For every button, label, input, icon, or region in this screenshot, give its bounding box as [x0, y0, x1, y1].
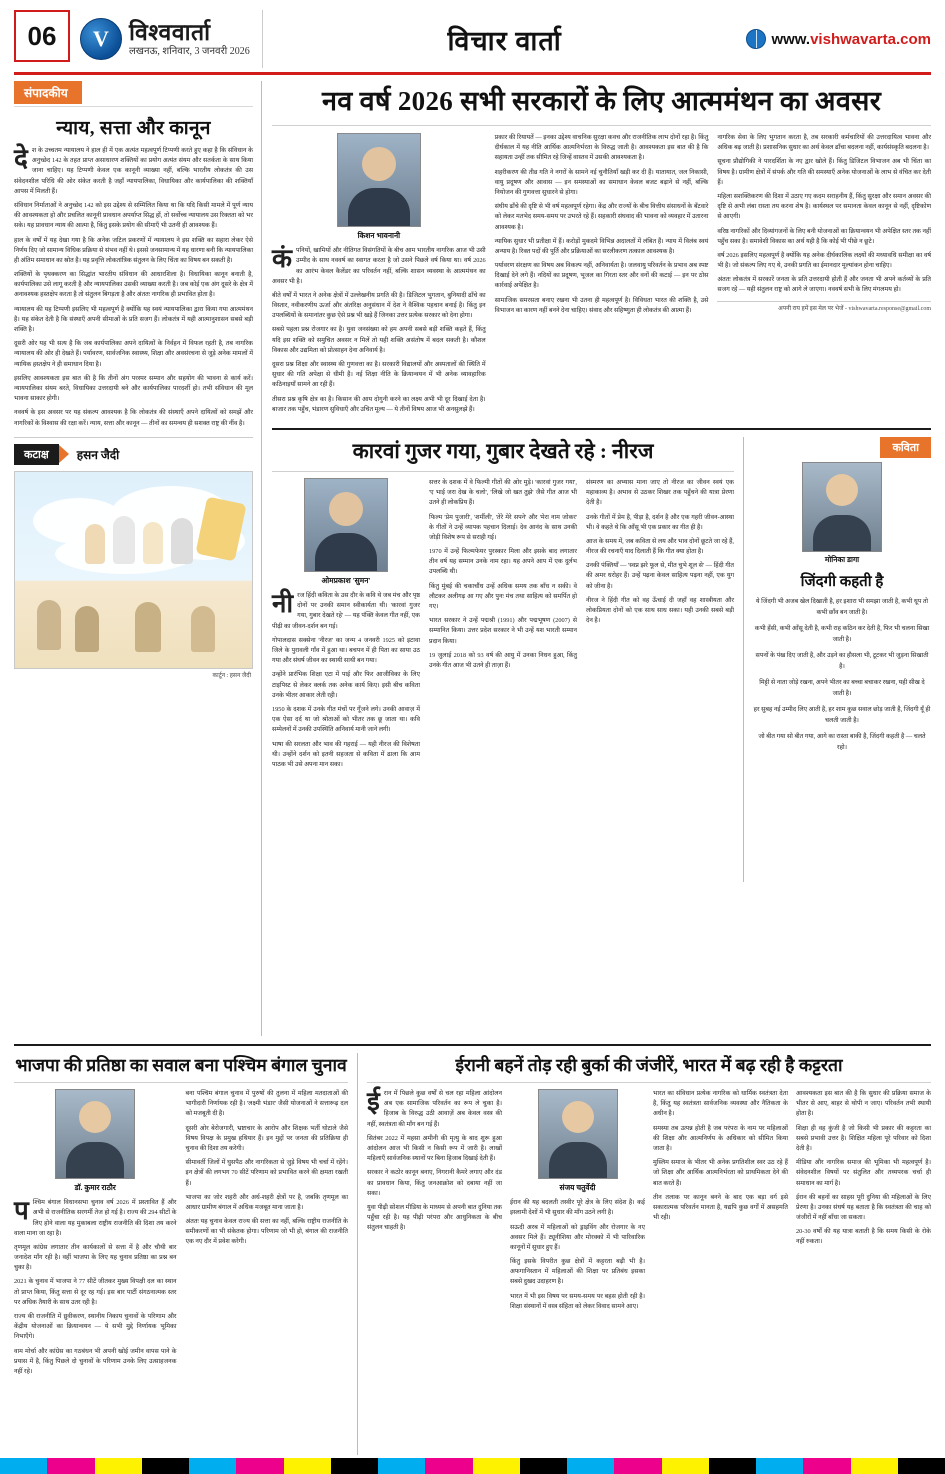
author-photo [55, 1089, 135, 1179]
color-swatch [803, 1458, 850, 1474]
poetry-label: कविता [880, 437, 931, 458]
bengal-para: 2021 के चुनाव में भाजपा ने 77 सीटें जीतकर मुख्य विपक्षी दल का स्थान तो प्राप्त किया, किंतु सत्ता से दूर रह गई। इस बार पार्टी संगठनात्मक स्तर पर अधिक तैयारी के साथ उतर रही है। [14, 1278, 177, 1306]
color-swatch [614, 1458, 661, 1474]
lead-article [272, 133, 931, 419]
lead-para: सबसे पहला प्रश्न रोजगार का है। युवा जनसंख्या को हम अपनी सबसे बड़ी शक्ति कहते हैं, किंतु यदि इस शक्ति को समुचित अवसर न मिलें तो यही शक्ति असंतोष में बदल सकती है। कौशल विकास और उद्यमिता को प्रोत्साहन देना अनिवार्य है। [272, 326, 486, 354]
iran-col-3 [653, 1089, 788, 1316]
url-domain: vishwavarta.com [810, 30, 931, 48]
neeraj-headline: कारवां गुजर गया, गुबार देखते रहे : नीरज [272, 437, 734, 472]
feedback-mail[interactable]: अपनी राय हमें इस मेल पर भेजें - vishwavarta.response@gmail.com [717, 301, 931, 315]
author-photo [538, 1089, 618, 1179]
bengal-article [14, 1053, 358, 1455]
logo-mark-icon: V [80, 18, 122, 60]
iran-para: तीन तलाक पर कानून बनने के बाद एक बड़ा वर्ग इसे सकारात्मक परिवर्तन मानता है, यद्यपि कुछ वर्गों में असहमति भी रही। [653, 1193, 788, 1222]
iran-para: ईरान में पिछले कुछ वर्षों से चल रहा महिला आंदोलन अब एक सामाजिक परिवर्तन का रूप ले चुका है। हिजाब के विरुद्ध उठी आवाज़ें अब केवल वस्त्र की नहीं, स्वतंत्रता की माँग बन गई हैं। [367, 1087, 502, 1128]
iran-para: आवश्यकता इस बात की है कि सुधार की प्रक्रिया समाज के भीतर से आए, बाहर से थोपी न जाए। परिवर्तन तभी स्थायी होता है। [796, 1090, 931, 1118]
color-swatch [331, 1458, 378, 1474]
cartoonist-name: हसन जैदी [76, 447, 120, 462]
color-swatch [236, 1458, 283, 1474]
poem-body [753, 596, 931, 753]
editorial-column [14, 81, 262, 1036]
color-swatch [378, 1458, 425, 1474]
neeraj-para: आज के समय में, जब कविता से लय और भाव दोनों छूटते जा रहे हैं, नीरज की रचनाएँ याद दिलाती हैं कि गीत क्या होता है। [586, 537, 734, 556]
neeraj-col-2 [429, 478, 577, 774]
neeraj-para: भारत सरकार ने उन्हें पद्मश्री (1991) और पद्मभूषण (2007) से सम्मानित किया। उत्तर प्रदेश सरकार ने भी उन्हें यश भारती सम्मान प्रदान किया। [429, 617, 577, 645]
color-swatch [851, 1458, 898, 1474]
iran-col-4 [796, 1089, 931, 1316]
color-swatch [898, 1458, 945, 1474]
lead-col-2 [495, 133, 709, 419]
poet-photo [802, 462, 882, 552]
iran-article [358, 1053, 931, 1455]
lead-para: बीते वर्षों में भारत ने अनेक क्षेत्रों में उल्लेखनीय प्रगति की है। डिजिटल भुगतान, बुनियादी ढाँचे का विस्तार, नवीकरणीय ऊर्जा और अंतरिक्ष अनुसंधान में देश ने वैश्विक पहचान बनाई है। किंतु इन उपलब्धियों के समानांतर कुछ ऐसे प्रश्न भी खड़े हैं जिनका उत्तर प्रत्येक सरकार को देना होगा। [272, 291, 486, 320]
url-prefix: www. [771, 30, 811, 48]
iran-para: भारत में भी इस विषय पर समय-समय पर बहस होती रही है। शिक्षा संस्थानों में वस्त्र संहिता को लेकर विवाद सामने आए। [510, 1292, 645, 1310]
iran-para: भारत का संविधान प्रत्येक नागरिक को धार्मिक स्वतंत्रता देता है, किंतु यह स्वतंत्रता सार्वजनिक व्यवस्था और नैतिकता के अधीन है। [653, 1090, 788, 1118]
iran-para: सऊदी अरब में महिलाओं को ड्राइविंग और रोजगार के नए अवसर मिले हैं। ट्यूनीशिया और मोरक्को में भी पारिवारिक कानूनों में सुधार हुए हैं। [510, 1223, 645, 1251]
color-swatch [709, 1458, 756, 1474]
bengal-para: तृणमूल कांग्रेस लगातार तीन कार्यकालों से सत्ता में है और चौथी बार जनादेश माँग रही है। वहीं भाजपा के लिए यह चुनाव प्रतिष्ठा का प्रश्न बन चुका है। [14, 1243, 177, 1272]
neeraj-para: संस्मरण का अभ्यास माना जाए तो नीरज का जीवन स्वयं एक महाकाव्य है। अभाव से उठकर शिखर तक पहुँचने की यात्रा प्रेरणा देती है। [586, 478, 734, 507]
neeraj-para: फिल्म 'प्रेम पुजारी', 'शर्मीली', 'तेरे मेरे सपने' और 'मेरा नाम जोकर' के गीतों ने उन्हें व्यापक पहचान दिलाई। देव आनंद के साथ उनकी जोड़ी विशेष रूप से सराही गई। [429, 513, 577, 541]
lead-para: वर्ष 2026 इसलिए महत्वपूर्ण है क्योंकि यह अनेक दीर्घकालिक लक्ष्यों की मध्यावधि समीक्षा का वर्ष भी है। जो संकल्प लिए गए थे, उनकी प्रगति का ईमानदार मूल्यांकन होना चाहिए। [717, 251, 932, 270]
poem-stanza: ये जिंदगी भी अजब खेल दिखाती है, हर इशारा भी समझा जाती है, कभी धूप तो कभी छाँव बन जाती है। [755, 597, 929, 616]
author-block [300, 478, 392, 587]
editorial-para: संविधान निर्माताओं ने अनुच्छेद 142 को इस उद्देश्य से सम्मिलित किया था कि यदि किसी मामले में पूर्ण न्याय की आवश्यकता हो और प्रचलित कानूनी प्रावधान अपर्याप्त सिद्ध हों, तो सर्वोच्च न्यायालय उस रिक्तता को भर सके। यह प्रावधान न्याय की आत्मा है, किंतु इसके प्रयोग की सीमाएँ भी उतनी ही आवश्यक हैं। [14, 201, 253, 230]
iran-para: मुस्लिम समाज के भीतर भी अनेक प्रगतिशील स्वर उठ रहे हैं जो शिक्षा और आर्थिक आत्मनिर्भरता को प्राथमिकता देने की बात करते हैं। [653, 1159, 788, 1187]
iran-col-1 [367, 1089, 502, 1316]
lead-headline: नव वर्ष 2026 सभी सरकारों के लिए आत्ममंथन का अवसर [272, 81, 931, 126]
arrow-icon [59, 445, 69, 463]
color-swatch [662, 1458, 709, 1474]
cartoon-header [14, 437, 253, 465]
neeraj-para: सत्तर के दशक में वे फिल्मी गीतों की ओर मुड़े। 'कारवां गुजर गया', 'ए भाई जरा देख के चलो', 'लिखे जो खत तुझे' जैसे गीत आज भी उतने ही लोकप्रिय हैं। [429, 478, 577, 507]
author-photo [304, 478, 388, 572]
author-block [333, 133, 425, 242]
iran-para: युवा पीढ़ी सोशल मीडिया के माध्यम से अपनी बात दुनिया तक पहुँचा रही है। यह पीढ़ी परंपरा और आधुनिकता के बीच संतुलन चाहती है। [367, 1203, 502, 1232]
edition-line: लखनऊ, शनिवार, 3 जनवरी 2026 [129, 46, 250, 57]
neeraj-col-1 [272, 478, 420, 774]
color-swatch [0, 1458, 47, 1474]
color-swatch [47, 1458, 94, 1474]
bengal-para: पश्चिम बंगाल विधानसभा चुनाव वर्ष 2026 में प्रस्तावित हैं और अभी से राजनीतिक सरगर्मी तेज हो गई है। राज्य की 294 सीटों के लिए होने वाला यह मुकाबला राष्ट्रीय राजनीति की दिशा तय करने वाला माना जा रहा है। [14, 1196, 177, 1237]
masthead [14, 10, 931, 75]
author-block [49, 1089, 141, 1194]
section-title: विचार वार्ता [447, 25, 562, 56]
neeraj-para: भाषा की सरलता और भाव की गहराई — यही नीरज की विशेषता थी। उन्होंने दर्शन को इतनी सहजता से कविता में ढाला कि आम पाठक भी उसे अपना मान सका। [272, 740, 420, 768]
author-name: डॉ. कुमार राठौर [74, 1183, 116, 1192]
poem-stanza: जो बीत गया सो बीत गया, आगे का रास्ता बाकी है, जिंदगी कहती है — चलते रहो। [758, 733, 926, 752]
website-link[interactable] [746, 10, 931, 68]
iran-para: ईरान की यह बदलती तस्वीर पूरे क्षेत्र के लिए संदेश है। कई इस्लामी देशों में भी सुधार की माँग उठने लगी है। [510, 1199, 645, 1217]
neeraj-para: गोपालदास सक्सेना 'नीरज' का जन्म 4 जनवरी 1925 को इटावा जिले के पुरावली गाँव में हुआ था। बचपन में ही पिता का साया उठ गया और संघर्ष जीवन का स्थायी साथी बन गया। [272, 636, 420, 665]
neeraj-col-3 [586, 478, 734, 774]
lead-para: अंततः लोकतंत्र में सरकारें जनता के प्रति उत्तरदायी होती हैं और जनता भी अपने कर्तव्यों के प्रति सजग रहे — यही संतुलन राष्ट्र को आगे ले जाएगा। नववर्ष सभी के लिए मंगलमय हो। [717, 276, 932, 294]
main-grid [14, 81, 931, 1036]
bengal-para: अंततः यह चुनाव केवल राज्य की सत्ता का नहीं, बल्कि राष्ट्रीय राजनीति के समीकरणों का भी संकेतक होगा। परिणाम जो भी हो, बंगाल की राजनीति एक नए दौर में प्रवेश करेगी। [185, 1218, 348, 1246]
bengal-para: बना पश्चिम बंगाल चुनाव में पुरुषों की तुलना में महिला मतदाताओं की भागीदारी निर्णायक रही है। 'लक्ष्मी भंडार' जैसी योजनाओं ने सत्तारूढ़ दल को मजबूती दी है। [185, 1090, 348, 1118]
editorial-para: इसलिए आवश्यकता इस बात की है कि तीनों अंग परस्पर सम्मान और सहयोग की भावना से कार्य करें। न्यायपालिका संयम बरते, विधायिका उत्तरदायी बने और कार्यपालिका पारदर्शी हो। तभी संविधान की मूल भावना साकार होगी। [14, 374, 253, 403]
iran-para: 20-30 वर्षों की यह यात्रा बताती है कि समय किसी के रोके नहीं रुकता। [796, 1228, 931, 1246]
author-name: किशन भावनानी [357, 231, 401, 240]
neeraj-para: 1970 में उन्हें फिल्मफेयर पुरस्कार मिला और इसके बाद लगातार तीन वर्ष यह सम्मान उनके नाम रहा। यह अपने आप में एक दुर्लभ उपलब्धि थी। [429, 548, 577, 576]
color-swatch [189, 1458, 236, 1474]
iran-para: मीडिया और नागरिक समाज की भूमिका भी महत्वपूर्ण है। संवेदनशील विषयों पर संतुलित और तथ्यपरक चर्चा ही समाधान का मार्ग है। [796, 1159, 931, 1187]
editorial-label: संपादकीय [14, 81, 82, 104]
iran-headline: ईरानी बहनें तोड़ रही बुर्का की जंजीरें, भारत में बढ़ रही है कट्टरता [367, 1053, 931, 1083]
bottom-section [14, 1044, 931, 1455]
poet-name: मोनिका डागा [824, 554, 860, 564]
middle-band [272, 428, 931, 882]
color-swatch [425, 1458, 472, 1474]
bengal-col-2 [186, 1089, 349, 1381]
color-swatch [284, 1458, 331, 1474]
author-name: संजय चतुर्वेदी [559, 1183, 596, 1192]
publication-title: विश्ववार्ता [129, 20, 211, 45]
editorial-para: शक्तियों के पृथक्करण का सिद्धांत भारतीय संविधान की आधारशिला है। विधायिका कानून बनाती है, कार्यपालिका उसे लागू करती है और न्यायपालिका उसकी व्याख्या करती है। जब कोई एक अंग दूसरे के क्षेत्र में अनावश्यक हस्तक्षेप करता है तो संतुलन बिगड़ता है और अंततः नागरिक ही प्रभावित होता है। [14, 271, 253, 299]
bengal-para: राज्य की राजनीति में ध्रुवीकरण, स्थानीय निकाय चुनावों के परिणाम और केंद्रीय योजनाओं का क्रियान्वयन — ये सभी मुद्दे निर्णायक भूमिका निभाएँगे। [14, 1313, 177, 1341]
print-color-bar [0, 1458, 945, 1474]
neeraj-para: उन्होंने प्रारंभिक शिक्षा एटा में पाई और फिर आजीविका के लिए टाइपिस्ट से लेकर क्लर्क तक अनेक कार्य किए। इसी बीच कविता उनके भीतर आकार लेती रही। [272, 671, 420, 699]
editorial-headline: न्याय, सत्ता और कानून [56, 118, 211, 139]
neeraj-para: उनके गीतों में प्रेम है, पीड़ा है, दर्शन है और एक गहरी जीवन-आस्था भी। वे कहते थे कि आँसू भी एक प्रकार का गीत ही है। [586, 513, 734, 531]
neeraj-article [272, 437, 744, 882]
poem-title: जिंदगी कहती है [800, 573, 884, 590]
poem-stanza: मिट्टी से नाता जोड़े रखना, अपने भीतर का बच्चा बचाकर रखना, यही सीख दे जाती है। [759, 679, 925, 698]
editorial-para: देश के उच्चतम न्यायालय ने हाल ही में एक अत्यंत महत्वपूर्ण टिप्पणी करते हुए कहा है कि संविधान के अनुच्छेद 142 के तहत प्राप्त असाधारण शक्तियों का प्रयोग अत्यंत संयम और सतर्कता के साथ किया जाना चाहिए। यह टिप्पणी केवल एक कानूनी व्याख्या नहीं, बल्कि भारतीय लोकतंत्र की उस संवेदनशील परिधि की ओर संकेत करती है जहाँ न्यायपालिका, विधायिका और कार्यपालिका की शक्तियाँ आपस में मिलती हैं। [14, 144, 253, 195]
iran-para: किंतु इसके विपरीत कुछ क्षेत्रों में कट्टरता बढ़ी भी है। अफगानिस्तान में महिलाओं की शिक्षा पर प्रतिबंध इसका सबसे दुखद उदाहरण है। [510, 1258, 645, 1286]
editorial-body [14, 146, 253, 429]
lead-para: महिला सशक्तिकरण की दिशा में उठाए गए कदम सराहनीय हैं, किंतु सुरक्षा और समान अवसर की दृष्टि से अभी लंबा रास्ता तय करना शेष है। कार्यस्थल पर समानता केवल कानून से नहीं, दृष्टिकोण से आएगी। [717, 192, 932, 221]
color-swatch [142, 1458, 189, 1474]
lead-para: सूचना प्रौद्योगिकी ने पारदर्शिता के नए द्वार खोले हैं। किंतु डिजिटल विभाजन अब भी चिंता का विषय है। ग्रामीण क्षेत्रों में संपर्क और गति की समस्याएँ अनेक योजनाओं के लाभ से वंचित कर देती हैं। [717, 158, 932, 186]
bengal-para: दूसरी ओर बेरोजगारी, भ्रष्टाचार के आरोप और शिक्षक भर्ती घोटाले जैसे विषय विपक्ष के प्रमुख हथियार हैं। इन मुद्दों पर जनता की प्रतिक्रिया ही चुनाव की दिशा तय करेगी। [185, 1124, 348, 1152]
bengal-para: भाजपा का जोर शहरी और अर्ध-शहरी क्षेत्रों पर है, जबकि तृणमूल का आधार ग्रामीण बंगाल में अधिक मजबूत माना जाता है। [185, 1193, 348, 1211]
iran-para: सरकार ने कठोर कानून बनाए, निगरानी कैमरे लगाए और दंड का प्रावधान किया, किंतु जनआक्रोश को दबाया नहीं जा सका। [367, 1169, 502, 1197]
lead-para: सामाजिक समरसता बनाए रखना भी उतना ही महत्वपूर्ण है। विविधता भारत की शक्ति है, उसे विभाजन का कारण नहीं बनने देना चाहिए। संवाद और सहिष्णुता ही लोकतंत्र की आत्मा हैं। [494, 296, 709, 314]
iran-para: शिक्षा ही वह कुंजी है जो किसी भी प्रकार की कट्टरता का सबसे प्रभावी उत्तर है। शिक्षित महिला पूरे परिवार को दिशा देती है। [796, 1124, 931, 1152]
publication-logo [80, 10, 263, 68]
iran-para: सितंबर 2022 में महसा अमीनी की मृत्यु के बाद शुरू हुआ आंदोलन आज भी किसी न किसी रूप में जारी है। लाखों महिलाएँ सार्वजनिक स्थानों पर बिना हिजाब दिखाई देती हैं। [367, 1134, 502, 1163]
color-swatch [756, 1458, 803, 1474]
iran-para: समस्या तब उत्पन्न होती है जब परंपरा के नाम पर महिलाओं की शिक्षा और आत्मनिर्णय के अधिकार को सीमित किया जाता है। [653, 1124, 788, 1152]
cartoon-caption: कार्टून : हसन जैदी [212, 672, 251, 679]
color-swatch [95, 1458, 142, 1474]
lead-col-1 [272, 133, 486, 419]
neeraj-para: नीरज हिंदी कविता के उस दौर के कवि थे जब मंच और पृष्ठ दोनों पर उनकी समान स्वीकार्यता थी। 'कारवां गुजर गया, गुबार देखते रहे' — यह पंक्ति केवल गीत नहीं, एक पीढ़ी का जीवन-दर्शन बन गई। [272, 589, 420, 630]
bengal-para: सीमावर्ती जिलों में घुसपैठ और नागरिकता से जुड़े विषय भी चर्चा में रहेंगे। इन क्षेत्रों की लगभग 70 सीटें परिणाम को प्रभावित करने की क्षमता रखती हैं। [185, 1159, 348, 1187]
lead-para: प्रकार की रियायतें — इनका उद्देश्य वाचनिक सुरक्षा कवच और राजनीतिक लाभ दोनों रहा है। किंतु दीर्घकाल में यह नीति आर्थिक आत्मनिर्भरता के विरुद्ध जाती है। आवश्यकता इस बात की है कि सहायता उन्हीं तक सीमित रहे जिन्हें वास्तव में उसकी आवश्यकता है। [494, 134, 709, 162]
editorial-para: नववर्ष के इस अवसर पर यह संकल्प आवश्यक है कि लोकतंत्र की संस्थाएँ अपने दायित्वों को समझें और नागरिकों के विश्वास की रक्षा करें। न्याय, सत्ता और कानून — तीनों का समन्वय ही सशक्त राष्ट्र की नींव है। [14, 409, 253, 427]
lead-para: संघीय ढाँचे की दृष्टि से भी वर्ष महत्वपूर्ण रहेगा। केंद्र और राज्यों के बीच वित्तीय संसाधनों के बँटवारे को लेकर मतभेद समय-समय पर उभरते रहे हैं। सहकारी संघवाद की भावना को व्यवहार में उतारना आवश्यक है। [494, 203, 709, 231]
lead-para: न्यायिक सुधार भी प्रतीक्षा में हैं। करोड़ों मुकदमे विभिन्न अदालतों में लंबित हैं। न्याय में विलंब स्वयं अन्याय है। रिक्त पदों की पूर्ति और प्रक्रियाओं का सरलीकरण तत्काल आवश्यक है। [494, 237, 709, 255]
bengal-para: वाम मोर्चा और कांग्रेस का गठबंधन भी अपनी खोई जमीन वापस पाने के प्रयास में है, किंतु पिछले दो चुनावों के परिणाम उनके लिए उत्साहजनक नहीं रहे। [14, 1347, 177, 1375]
author-name: ओमप्रकाश 'सुमन' [321, 575, 371, 585]
color-swatch [520, 1458, 567, 1474]
iran-para: ईरान की बहनों का साहस पूरी दुनिया की महिलाओं के लिए प्रेरणा है। उनका संघर्ष यह बताता है कि स्वतंत्रता की चाह को जंजीरों में नहीं बाँधा जा सकता। [796, 1193, 931, 1222]
bengal-headline: भाजपा की प्रतिष्ठा का सवाल बना पश्चिम बंगाल चुनाव [14, 1053, 348, 1083]
neeraj-para: उनकी पंक्तियाँ — 'स्वप्न झरे फूल से, मीत चुभे शूल से' — हिंदी गीत की अमर धरोहर हैं। उन्हें पढ़ना केवल साहित्य पढ़ना नहीं, एक युग को जीना है। [586, 562, 734, 590]
author-photo [337, 133, 421, 227]
editorial-para: हाल के वर्षों में यह देखा गया है कि अनेक जटिल प्रकरणों में न्यायालय ने इस शक्ति का सहारा लेकर ऐसे निर्णय दिए जो सामान्य विधिक प्रक्रिया से संभव नहीं थे। इससे जनसामान्य में यह धारणा बनी कि न्यायपालिका ही अंतिम समाधान का स्रोत है। यह प्रवृत्ति लोकतांत्रिक संतुलन के लिए चिंता का विषय बन सकती है। [14, 236, 253, 264]
poem-stanza: हर सुबह नई उम्मीद लिए आती है, हर शाम कुछ सवाल छोड़ जाती है, जिंदगी यूँ ही चलती जाती है। [753, 706, 931, 725]
editorial-para: न्यायालय की यह टिप्पणी इसलिए भी महत्वपूर्ण है क्योंकि यह स्वयं न्यायपालिका द्वारा किया गया आत्ममंथन है। यह संकेत देती है कि संस्थाएँ अपनी सीमाओं के प्रति सजग हैं। लोकतंत्र में यही आत्मानुशासन सबसे बड़ी शक्ति है। [14, 305, 253, 333]
right-column [262, 81, 931, 1036]
lead-para: तीसरा प्रश्न कृषि क्षेत्र का है। किसान की आय दोगुनी करने का लक्ष्य अभी भी दूर दिखाई देता है। बाजार तक पहुँच, भंडारण सुविधाएँ और उचित मूल्य — ये तीनों विषय आज भी अनसुलझे हैं। [272, 395, 486, 413]
poetry-section [744, 437, 931, 882]
neeraj-para: किंतु मुंबई की चकाचौंध उन्हें अधिक समय तक बाँध न सकी। वे लौटकर अलीगढ़ आ गए और पुनः मंच तथा साहित्य को समर्पित हो गए। [429, 582, 577, 611]
lead-col-3 [717, 133, 931, 419]
poem-stanza: सपनों के पंख दिए जाती है, और उड़ने का हौसला भी, टूटकर भी जुड़ना सिखाती है। [755, 652, 929, 671]
editorial-para: दूसरी ओर यह भी सत्य है कि जब कार्यपालिका अपने दायित्वों के निर्वहन में विफल रहती है, तब नागरिक न्यायालय की ओर ही देखते हैं। पर्यावरण, सार्वजनिक स्वास्थ्य, शिक्षा और अवसंरचना से जुड़े अनेक मामलों में न्यायिक हस्तक्षेप ने ही समाधान दिया है। [14, 340, 253, 368]
poet-block [753, 462, 931, 565]
iran-col-2 [510, 1089, 645, 1316]
globe-icon [746, 29, 766, 49]
lead-para: वरिष्ठ नागरिकों और दिव्यांगजनों के लिए बनी योजनाओं का क्रियान्वयन भी अपेक्षित स्तर तक नहीं पहुँच सका है। समावेशी विकास का अर्थ यही है कि कोई भी पीछे न छूटे। [717, 227, 932, 245]
lead-para: कंपनियों, खामियों और नीतिगत विसंगतियों के बीच आम भारतीय नागरिक आज भी उसी उम्मीद के साथ नववर्ष का स्वागत करता है जो उसने पिछले वर्ष किया था। वर्ष 2026 का आरंभ केवल कैलेंडर का परिवर्तन नहीं, बल्कि शासन व्यवस्था के आत्ममंथन का अवसर भी है। [272, 244, 486, 285]
cartoon-image [14, 471, 253, 669]
lead-para: नागरिक सेवा के लिए भुगतान करता है, तब सरकारी कर्मचारियों की उत्तरदायित्व भावना और अधिक बढ़ जाती है। प्रशासनिक सुधार का अर्थ केवल ढाँचा बदलना नहीं, कार्यसंस्कृति बदलना है। [717, 134, 932, 152]
neeraj-para: 19 जुलाई 2018 को 93 वर्ष की आयु में उनका निधन हुआ, किंतु उनके गीत आज भी उतने ही ताज़ा हैं। [429, 651, 577, 669]
author-block [532, 1089, 624, 1194]
cartoon-label: कटाक्ष [14, 444, 59, 465]
color-swatch [567, 1458, 614, 1474]
page-number: 06 [14, 10, 70, 62]
lead-para: दूसरा प्रश्न शिक्षा और स्वास्थ्य की गुणवत्ता का है। सरकारी विद्यालयों और अस्पतालों की स्थिति में सुधार की गति अपेक्षा से धीमी है। नई शिक्षा नीति के क्रियान्वयन में भी अनेक व्यावहारिक कठिनाइयाँ सामने आ रही हैं। [272, 361, 486, 389]
neeraj-para: 1950 के दशक में उनके गीत मंचों पर गूँजने लगे। उनकी आवाज़ में एक ऐसा दर्द था जो श्रोताओं को भीतर तक छू जाता था। कवि सम्मेलनों में उनकी उपस्थिति अनिवार्य मानी जाने लगी। [272, 705, 420, 734]
lead-para: पर्यावरण संरक्षण का विषय अब विकल्प नहीं, अनिवार्यता है। जलवायु परिवर्तन के प्रभाव अब स्पष्ट दिखाई देने लगे हैं। नदियों का प्रदूषण, भूजल का गिरता स्तर और वनों की कटाई — इन पर ठोस कार्रवाई अपेक्षित है। [494, 262, 709, 290]
color-swatch [473, 1458, 520, 1474]
lead-para: शहरीकरण की तीव्र गति ने नगरों के सामने नई चुनौतियाँ खड़ी कर दी हैं। यातायात, जल निकासी, वायु प्रदूषण और आवास — इन समस्याओं का समाधान केवल बजट बढ़ाने से नहीं, बल्कि नियोजन की गुणवत्ता सुधारने से होगा। [494, 168, 709, 196]
neeraj-para: नीरज ने हिंदी गीत को वह ऊँचाई दी जहाँ वह शास्त्रीयता और लोकप्रियता दोनों को एक साथ साध सका। यही उनकी सबसे बड़ी देन है। [586, 596, 734, 625]
bengal-col-1 [14, 1089, 177, 1381]
poem-stanza: कभी हँसी, कभी आँसू देती है, कभी राह कठिन कर देती है, फिर भी चलना सिखा जाती है। [754, 624, 930, 643]
